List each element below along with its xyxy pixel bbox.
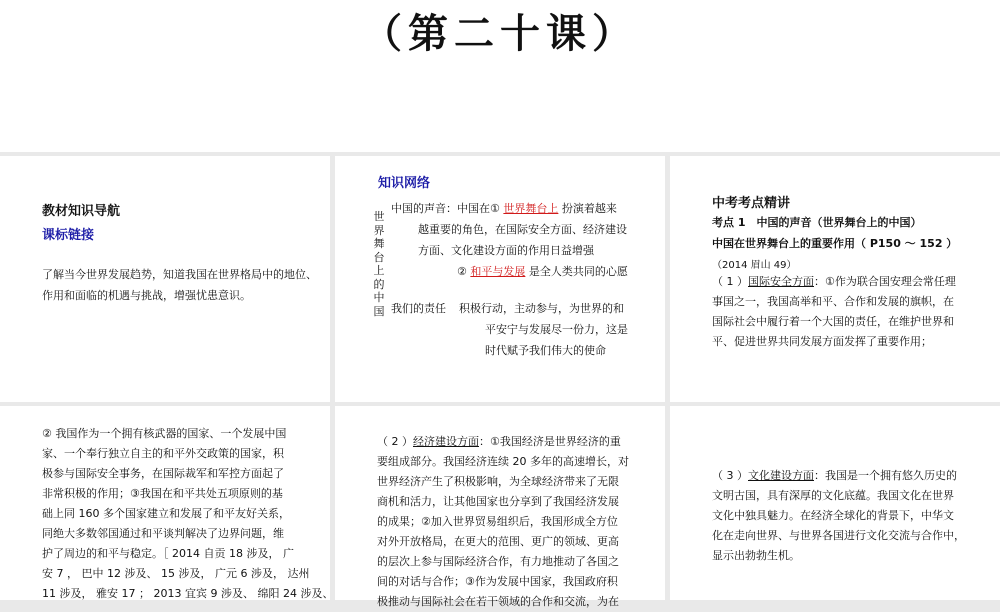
- panel-knowledge-network: [335, 156, 665, 402]
- economy-prefix: （ 2 ）: [377, 435, 413, 448]
- text-line: 的层次上参与国际经济合作，有力地推动了各国之: [377, 555, 619, 568]
- text-line: 护了周边的和平与稳定。［ 2014 自贡 18 涉及， 广: [42, 547, 294, 560]
- voice-line1-end: 扮演着越来: [561, 202, 617, 215]
- text-line: 非常积极的作用；③我国在和平共处五项原则的基: [42, 487, 283, 500]
- text-line: 文化中独具魅力。在经济全球化的背景下，中华文: [712, 509, 954, 522]
- culture-line1-end: ：我国是一个拥有悠久历史的: [814, 469, 957, 482]
- panel1-heading: 教材知识导航: [42, 204, 121, 219]
- text-line: 对外开放格局，在更大的范围、更广的领域、更高: [377, 535, 619, 548]
- point-title: 考点 1 中国的声音（世界舞台上的中国）: [712, 216, 922, 229]
- title-band: [0, 0, 1000, 152]
- point-source: （2014 眉山 49）: [712, 260, 797, 271]
- text-line: 文明古国，具有深厚的文化底蕴。我国文化在世界: [712, 489, 954, 502]
- answer-blank-2: 和平与发展: [470, 265, 526, 278]
- culture-prefix: （ 3 ）: [712, 469, 748, 482]
- economy-line1-end: ：①我国经济是世界经济的重: [479, 435, 621, 448]
- resp-line-1: 积极行动，主动参与，为世界的和: [459, 302, 624, 315]
- panel2-heading: 知识网络: [378, 176, 431, 191]
- item-line4: 平、促进世界共同发展方面发挥了重要作用；: [712, 335, 932, 348]
- panel-culture: [670, 406, 1000, 600]
- security-item: [712, 272, 996, 352]
- culture-label: 文化建设方面: [748, 469, 814, 482]
- voice-line-2: 越重要的角色，在国际安全方面、经济建设: [418, 223, 627, 236]
- curriculum-text: 了解当今世界发展趋势，知道我国在世界格局中的地位、作用和面临的机遇与挑战，增强忧患意识。: [42, 268, 317, 302]
- resp-line-2: 平安宁与发展尽一份力，这是: [485, 323, 628, 336]
- voice-line-3: 方面、文化建设方面的作用日益增强: [418, 244, 594, 257]
- text-line: 极参与国际安全事务，在国际裁军和军控方面起了: [42, 467, 284, 480]
- network-vertical-label: 世界舞台上的中国: [373, 210, 385, 318]
- item-prefix: （ 1 ）: [712, 275, 748, 288]
- item-line3: 国际社会中履行着一个大国的责任，在维护世界和: [712, 315, 954, 328]
- responsibility-label: 我们的责任: [391, 302, 446, 315]
- panel-textbook-guide: [0, 156, 330, 402]
- panel-security-continued: [0, 406, 334, 600]
- economy-label: 经济建设方面: [413, 435, 479, 448]
- text-line: 11 涉及， 雅安 17 ； 2013 宜宾 9 涉及、 绵阳 24 涉及、: [42, 587, 334, 600]
- text-line: 极推动与国际社会在若干领域的合作和交流，为在: [377, 595, 619, 608]
- text-line: 化在走向世界、与世界各国进行文化交流与合作中，: [712, 529, 965, 542]
- culture-text: [712, 466, 965, 566]
- text-line: 世界经济产生了积极影响，为全球经济带来了无限: [377, 475, 619, 488]
- text-line: 间的对话与合作；③作为发展中国家，我国政府积: [377, 575, 618, 588]
- text-line: 安 7 ， 巴中 12 涉及、 15 涉及， 广元 6 涉及， 达州: [42, 567, 310, 580]
- voice-line-1: [391, 198, 617, 219]
- text-line: 的成果；②加入世界贸易组织后，我国形成全方位: [377, 515, 618, 528]
- peace-line: [457, 261, 628, 282]
- economy-text: [377, 432, 629, 612]
- answer-blank-1: 世界舞台上: [503, 202, 559, 215]
- text-line: 显示出勃勃生机。: [712, 549, 800, 562]
- text-line: 商机和活力，让其他国家也分享到了我国经济发展: [377, 495, 619, 508]
- peace-line-end: 是全人类共同的心愿: [528, 265, 628, 278]
- text-line: 要组成部分。我国经济连续 20 多年的高速增长，对: [377, 455, 629, 468]
- text-line: ② 我国作为一个拥有核武器的国家、一个发展中国: [42, 427, 287, 440]
- point-subtitle: 中国在世界舞台上的重要作用（ P150 ～ 152 ）: [712, 237, 958, 250]
- text-line: 同绝大多数邻国通过和平谈判解决了边界问题，维: [42, 527, 284, 540]
- resp-line-3: 时代赋予我们伟大的使命: [485, 344, 606, 357]
- panel-exam-points: [670, 156, 1000, 402]
- item-line2: 事国之一，我国高举和平、合作和发展的旗帜，在: [712, 295, 954, 308]
- lesson-title: （第二十课）: [362, 10, 638, 57]
- curriculum-link-heading: 课标链接: [42, 228, 95, 243]
- voice-label: 中国的声音：中国在①: [391, 202, 500, 215]
- text-line: 家、一个奉行独立自主的和平外交政策的国家，积: [42, 447, 284, 460]
- text-line: 础上同 160 多个国家建立和发展了和平友好关系，: [42, 507, 290, 520]
- panel-economy: [335, 406, 665, 608]
- circle-two: ②: [457, 265, 467, 278]
- item-label: 国际安全方面: [748, 275, 814, 288]
- panel3-heading: 中考考点精讲: [712, 196, 791, 211]
- item-line1: ：①作为联合国安理会常任理: [814, 275, 956, 288]
- security-continued-text: [42, 424, 333, 604]
